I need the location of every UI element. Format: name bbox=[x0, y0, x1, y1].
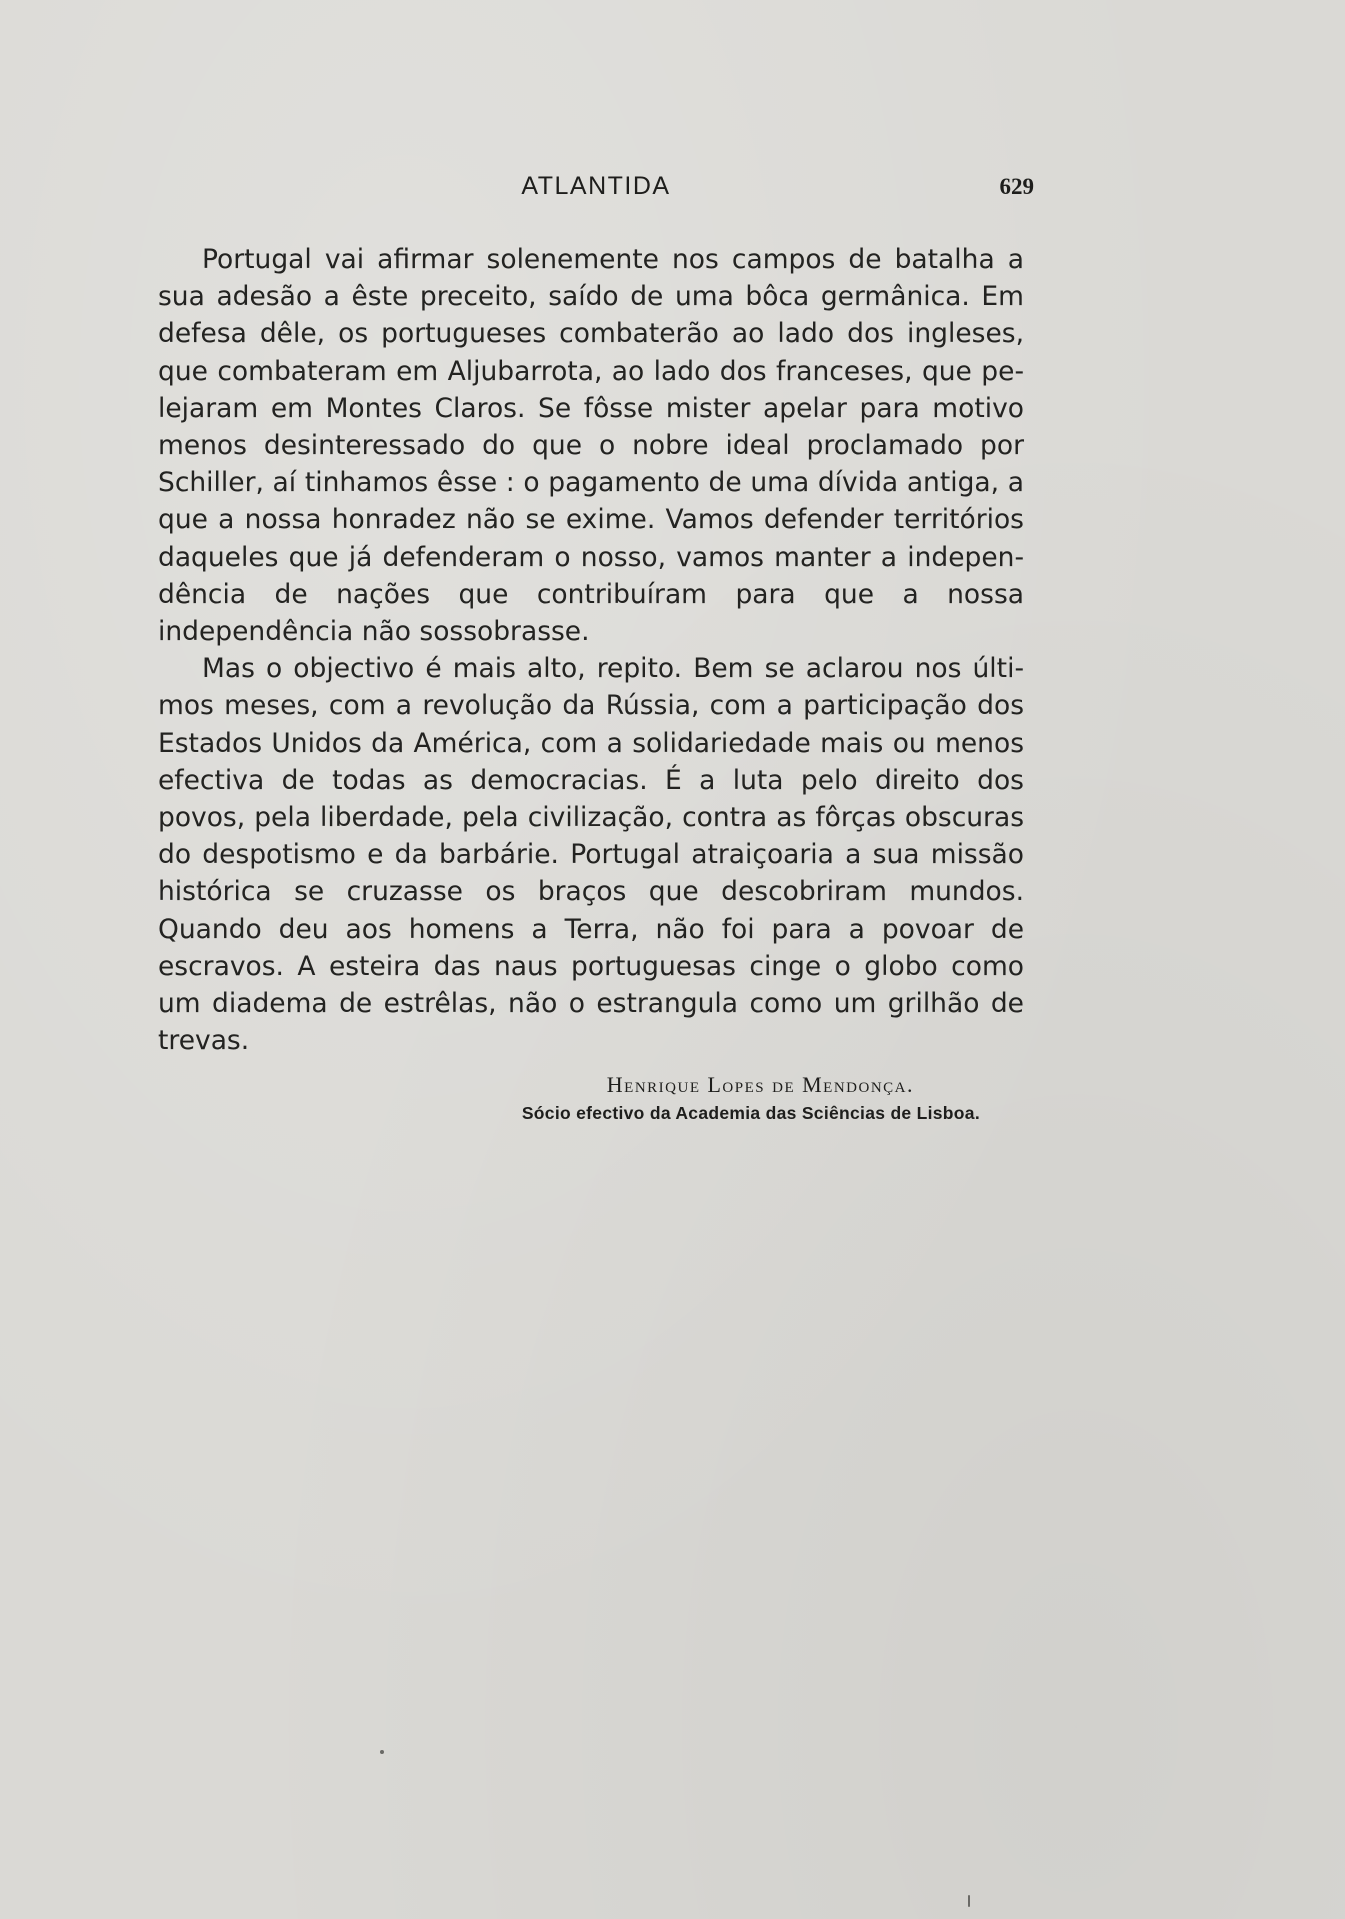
paragraph-1: Portugal vai afirmar solenemente nos campos de batalha a sua adesão a êste preceito, saído de uma bôca germânica. Em defesa dêle, os portugueses combaterão ao lado dos ingleses, que combateram em Aljubarrota, ao lado dos franceses, que pelejaram em Montes Claros. Se fôsse mister apelar para motivo menos desinteressado do que o nobre ideal proclamado por Schiller, aí tinhamos êsse : o pagamento de uma dívida antiga, a que a nossa honradez não se exime. Vamos defender territórios daqueles que já defenderam o nosso, vamos manter a independência de nações que contribuíram para que a nossa independência não sossobrasse. bbox=[158, 244, 1024, 648]
running-head bbox=[158, 172, 1034, 206]
paper-speck bbox=[968, 1895, 970, 1907]
running-title: ATLANTIDA bbox=[521, 172, 671, 200]
author-name: Henrique Lopes de Mendonça. bbox=[606, 1072, 914, 1097]
body-text bbox=[158, 241, 1024, 1059]
author-affiliation: Sócio efectivo da Academia das Sciências de Lisboa. bbox=[521, 1103, 980, 1123]
paragraph-2: Mas o objectivo é mais alto, repito. Bem se aclarou nos últimos meses, com a revolução da Rússia, com a participação dos Estados Unidos da América, com a solidariedade mais ou menos efectiva de todas as democracias. É a luta pelo direito dos povos, pela liberdade, pela civilização, contra as fôrças obscuras do despotismo e da barbárie. Portugal atraiçoaria a sua missão histórica se cruzasse os braços que descobriram mundos. Quando deu aos homens a Terra, não foi para a povoar de escravos. A esteira das naus portuguesas cinge o globo como um diadema de estrêlas, não o estrangula como um grilhão de trevas. bbox=[158, 653, 1024, 1057]
signature-block bbox=[158, 1070, 1024, 1126]
paper-speck bbox=[380, 1750, 384, 1754]
page-number: 629 bbox=[999, 174, 1034, 199]
